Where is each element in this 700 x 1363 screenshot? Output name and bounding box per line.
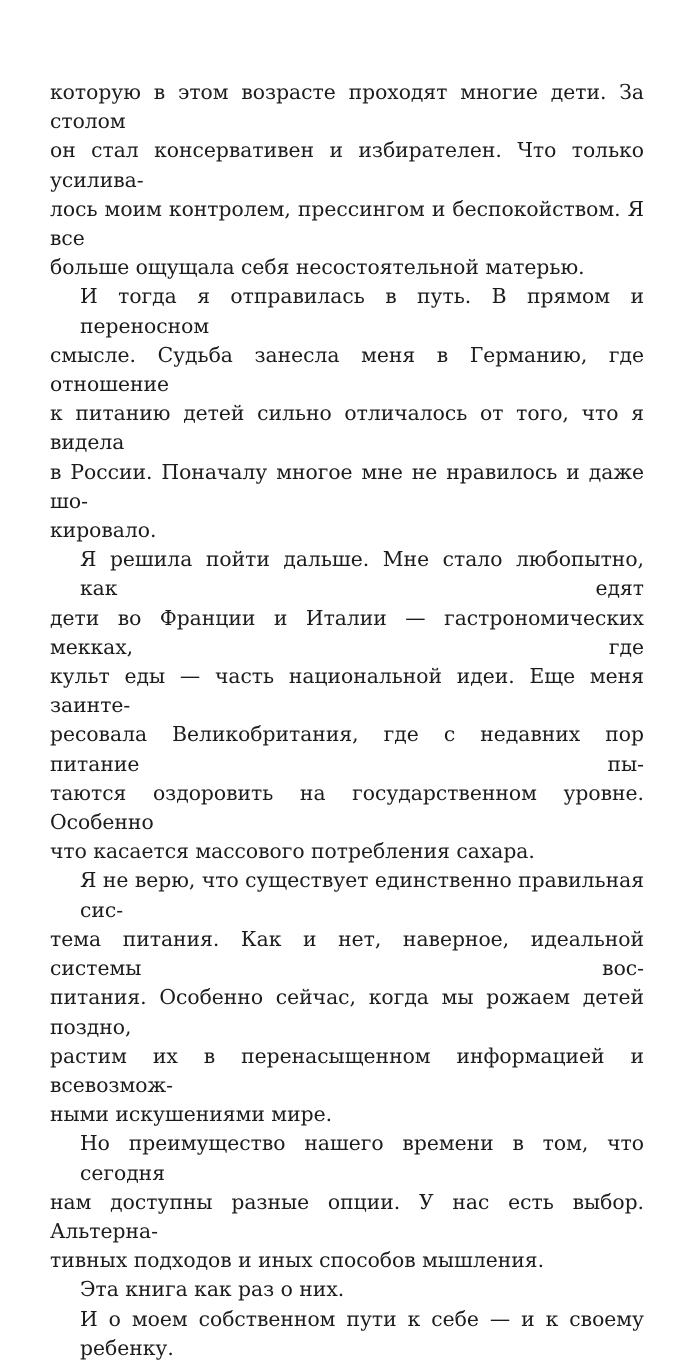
text-line: к питанию детей сильно отличалось от того, что я видела — [50, 401, 644, 455]
paragraph — [50, 1129, 644, 1275]
text-line: тема питания. Как и нет, наверное, идеальной системы вос- — [50, 926, 644, 981]
text-line: культ еды — часть национальной идеи. Еще меня заинте- — [50, 664, 644, 718]
paragraph — [50, 1305, 644, 1363]
text-line: дети во Франции и Италии — гастрономических мекках, где — [50, 605, 644, 659]
text-line: смысле. Судьба занесла меня в Германию, где отношение — [50, 342, 644, 397]
text-line: И о моем собственном пути к себе — и к своему ребенку. — [80, 1306, 644, 1360]
text-line: в России. Поначалу многое мне не нравилось и даже шо- — [50, 459, 644, 513]
text-line: Я решила пойти дальше. Мне стало любопытно, как едят — [80, 547, 644, 601]
paragraph — [50, 282, 644, 545]
text-line: таются оздоровить на государственном уровне. Особенно — [50, 780, 644, 835]
text-line: Я не верю, что существует единственно правильная сис- — [80, 868, 644, 922]
paragraph — [50, 1275, 644, 1304]
paragraph — [50, 78, 644, 282]
text-line: которую в этом возрасте проходят многие дети. За столом — [50, 80, 644, 134]
paragraph — [50, 866, 644, 1129]
text-line: больше ощущала себя несостоятельной матерью. — [50, 255, 585, 280]
text-line: лось моим контролем, прессингом и беспокойством. Я все — [50, 196, 644, 251]
text-line: И тогда я отправилась в путь. В прямом и переносном — [80, 284, 644, 338]
text-line: он стал консервативен и избирателен. Что только усилива- — [50, 138, 644, 192]
text-line: ресовала Великобритания, где с недавних пор питание пы- — [50, 722, 644, 776]
text-line: нам доступны разные опции. У нас есть выбор. Альтерна- — [50, 1189, 644, 1243]
text-line: кировало. — [50, 518, 157, 543]
text-line: питания. Особенно сейчас, когда мы рожаем детей поздно, — [50, 985, 644, 1039]
text-line: ными искушениями мире. — [50, 1102, 333, 1127]
text-line: Эта книга как раз о них. — [80, 1277, 345, 1302]
text-line: тивных подходов и иных способов мышления. — [50, 1248, 545, 1273]
text-line: растим их в перенасыщенном информацией и всевозмож- — [50, 1043, 644, 1097]
paragraph — [50, 545, 644, 866]
text-line: что касается массового потребления сахара. — [50, 839, 535, 864]
text-line: Но преимущество нашего времени в том, что сегодня — [80, 1131, 644, 1185]
body-text — [50, 78, 644, 1363]
